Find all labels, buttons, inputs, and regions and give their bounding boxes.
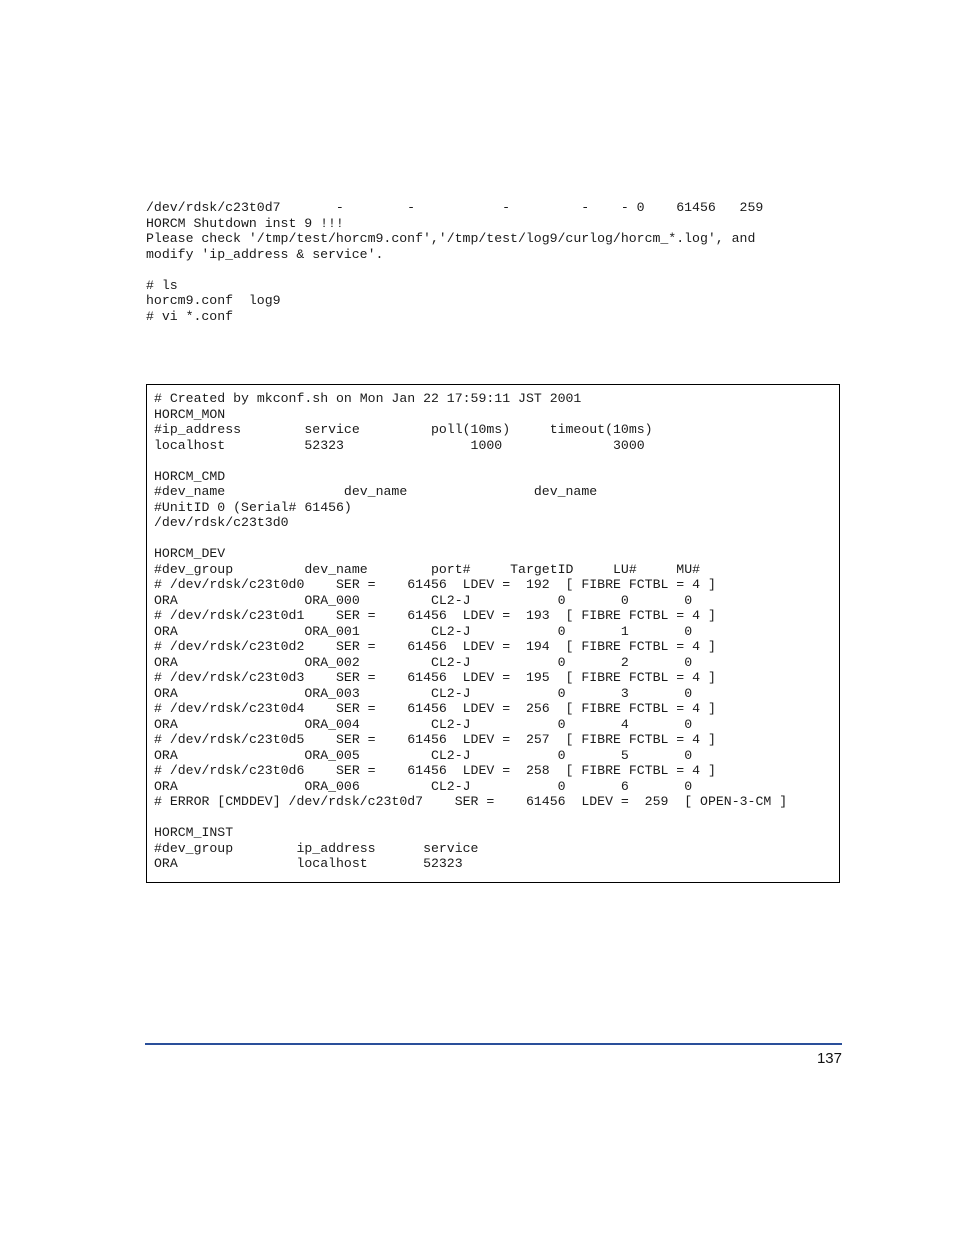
config-line: ORA ORA_005 CL2-J 0 5 0 <box>154 747 693 763</box>
config-line: # Created by mkconf.sh on Mon Jan 22 17:59:11 JST 2001 <box>154 391 582 406</box>
console-line: modify 'ip_address & service'. <box>146 246 384 262</box>
config-line: ORA ORA_003 CL2-J 0 3 0 <box>154 685 693 701</box>
config-line: #ip_address service poll(10ms) timeout(10ms) <box>154 422 653 437</box>
config-line: ORA localhost 52323 <box>154 856 463 871</box>
config-line: # /dev/rdsk/c23t0d1 SER = 61456 LDEV = 193 [ FIBRE FCTBL = 4 ] <box>154 608 716 623</box>
config-line <box>154 810 787 826</box>
config-line <box>154 531 787 547</box>
page-number: 137 <box>816 1050 842 1067</box>
config-line: HORCM_DEV <box>154 546 226 561</box>
config-line: #UnitID 0 (Serial# 61456) <box>154 499 352 515</box>
console-output <box>146 200 763 324</box>
config-line: # /dev/rdsk/c23t0d4 SER = 61456 LDEV = 256 [ FIBRE FCTBL = 4 ] <box>154 701 716 716</box>
console-line <box>146 262 763 278</box>
config-line: #dev_group dev_name port# TargetID LU# MU# <box>154 561 701 577</box>
config-line: # /dev/rdsk/c23t0d6 SER = 61456 LDEV = 258 [ FIBRE FCTBL = 4 ] <box>154 763 716 778</box>
config-line: HORCM_INST <box>154 825 234 840</box>
console-line: # vi *.conf <box>146 308 234 324</box>
config-line: # /dev/rdsk/c23t0d0 SER = 61456 LDEV = 192 [ FIBRE FCTBL = 4 ] <box>154 577 716 592</box>
config-line: HORCM_CMD <box>154 468 226 484</box>
config-line: ORA ORA_001 CL2-J 0 1 0 <box>154 623 693 639</box>
config-line: ORA ORA_006 CL2-J 0 6 0 <box>154 778 693 794</box>
config-line: ORA ORA_002 CL2-J 0 2 0 <box>154 654 693 670</box>
config-line: HORCM_MON <box>154 406 226 422</box>
config-line: # ERROR [CMDDEV] /dev/rdsk/c23t0d7 SER = 61456 LDEV = 259 [ OPEN-3-CM ] <box>154 794 788 809</box>
config-line: localhost 52323 1000 3000 <box>154 437 645 453</box>
console-line: horcm9.conf log9 <box>146 293 281 308</box>
console-line: Please check '/tmp/test/horcm9.conf','/tmp/test/log9/curlog/horcm_*.log', and <box>146 231 756 246</box>
config-line: /dev/rdsk/c23t3d0 <box>154 515 289 530</box>
console-line: HORCM Shutdown inst 9 !!! <box>146 215 344 231</box>
footer-rule <box>145 1043 842 1045</box>
console-line: # ls <box>146 277 178 293</box>
config-line: # /dev/rdsk/c23t0d5 SER = 61456 LDEV = 257 [ FIBRE FCTBL = 4 ] <box>154 732 716 747</box>
horcm-config-listing <box>154 391 787 872</box>
config-line: #dev_group ip_address service <box>154 840 479 856</box>
console-line: /dev/rdsk/c23t0d7 - - - - - 0 61456 259 <box>146 200 764 215</box>
config-line: # /dev/rdsk/c23t0d3 SER = 61456 LDEV = 195 [ FIBRE FCTBL = 4 ] <box>154 670 716 685</box>
config-line: #dev_name dev_name dev_name <box>154 484 598 499</box>
config-line: ORA ORA_000 CL2-J 0 0 0 <box>154 592 693 608</box>
config-line: ORA ORA_004 CL2-J 0 4 0 <box>154 716 693 732</box>
config-file-box <box>146 384 840 883</box>
config-line <box>154 453 787 469</box>
config-line: # /dev/rdsk/c23t0d2 SER = 61456 LDEV = 194 [ FIBRE FCTBL = 4 ] <box>154 639 716 654</box>
